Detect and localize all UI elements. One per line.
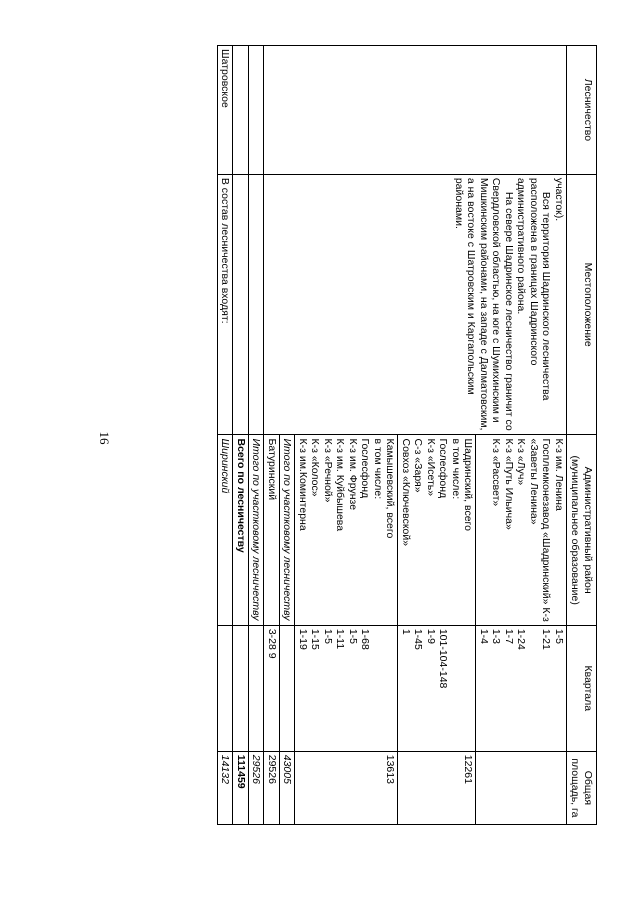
quarters-cell xyxy=(398,625,476,751)
quarter-item: 1 xyxy=(400,628,412,635)
location-paragraph: Вся территория Шадринского лесничества расположена в границах Шадринского административного района. xyxy=(515,177,553,401)
location-cell xyxy=(249,174,265,435)
location-cell: В состав лесничества входят: xyxy=(218,174,234,435)
district-item: К-з «Луч» xyxy=(515,438,528,486)
district-cell xyxy=(476,435,567,625)
quarter-item: 1-15 xyxy=(309,628,322,650)
district-item: К-з им.Коминтерна xyxy=(297,438,309,531)
subtotal-area: 43005 xyxy=(280,751,296,824)
quarter-item: 1-21 xyxy=(540,628,553,650)
district-item: К-з им. Ленина xyxy=(553,438,565,511)
district-item: Гослесфонд xyxy=(437,438,450,499)
district-item: К-з «Колос» xyxy=(309,438,322,497)
quarter-item: 1-5 xyxy=(553,628,565,645)
quarter-item xyxy=(450,629,463,748)
quarter-item: 1-24 xyxy=(515,628,528,650)
quarters-cell xyxy=(295,625,398,751)
quarter-item: 1-9 xyxy=(425,628,437,645)
quarters-cell xyxy=(476,625,567,751)
quarters-cell xyxy=(233,625,249,751)
location-paragraph: На севере Шадринское лесничество граничит со Свердловской областью, на юге с Шумихинским и Мишкинским районами, на западе с Далматовским, а на востоке с Шатровским и Каргапольским районами. xyxy=(453,177,515,431)
quarter-item: 1-45 xyxy=(412,628,425,650)
forestry-table xyxy=(217,45,597,825)
district-item: Шадринский, всего xyxy=(462,438,475,531)
area-cell: 29526 xyxy=(264,751,280,824)
location-line: участок). xyxy=(553,177,565,222)
quarter-item: 1-4 xyxy=(478,628,490,645)
quarter-item xyxy=(384,629,397,748)
subtotal-label: Итого по участковому лесничеству xyxy=(280,435,296,625)
quarter-item: 101-104-148 xyxy=(437,628,450,689)
district-item: «Заветы Ленина» xyxy=(528,438,540,525)
header-district: Административный район (муниципальное образование) xyxy=(567,435,597,625)
header-area: Общая площадь, га xyxy=(567,751,597,824)
quarter-item: 1-7 xyxy=(503,628,515,645)
table-row xyxy=(249,46,265,825)
district-cell: Батуринский xyxy=(264,435,280,625)
district-item: в том числе: xyxy=(450,438,462,500)
district-item: К-з «Речной» xyxy=(322,438,334,503)
quarter-item xyxy=(372,629,385,748)
header-forestry: Лесничество xyxy=(567,46,597,175)
quarters-cell xyxy=(218,625,234,751)
forestry-cell xyxy=(264,46,567,175)
quarters-cell xyxy=(249,625,265,751)
header-quarters: Квартала xyxy=(567,625,597,751)
forestry-cell xyxy=(249,46,265,175)
district-item: К-з «Путь Ильича» xyxy=(503,438,515,530)
district-cell xyxy=(295,435,398,625)
quarters-cell xyxy=(280,625,296,751)
quarters-cell: 3-28 9 xyxy=(264,625,280,751)
header-location: Местоположение xyxy=(567,174,597,435)
quarter-item xyxy=(462,629,475,748)
quarter-item: 1-5 xyxy=(322,628,334,645)
quarter-item: 1-68 xyxy=(359,628,372,650)
area-cell: 12261 xyxy=(398,751,476,824)
district-cell xyxy=(398,435,476,625)
subtotal-area: 29526 xyxy=(249,751,265,824)
total-area: 111459 xyxy=(233,751,249,824)
location-cell xyxy=(233,174,249,435)
quarter-item: 1-3 xyxy=(490,628,503,645)
area-cell: 14132 xyxy=(218,751,234,824)
total-label: Всего по лесничеству xyxy=(233,435,249,625)
location-cell xyxy=(264,174,567,435)
table-row xyxy=(233,46,249,825)
forestry-cell: Шатровское xyxy=(218,46,234,175)
table-row xyxy=(476,46,567,825)
district-item: К-з «Рассвет» xyxy=(490,438,503,507)
table-row xyxy=(218,46,234,825)
district-item: Совхоз «Ключевской» xyxy=(400,438,412,547)
forestry-cell xyxy=(233,46,249,175)
rotated-sheet xyxy=(107,45,640,818)
district-item: С-з «Заря» xyxy=(412,438,425,493)
district-item: Камышевский, всего xyxy=(384,438,397,539)
district-item: Госплемконезавод «Шадринский» К-з xyxy=(540,438,553,622)
quarter-item: 1-19 xyxy=(297,628,309,650)
page-number: 16 xyxy=(97,431,112,445)
district-item: в том числе: xyxy=(372,438,384,500)
forestry-table-wrapper xyxy=(107,45,597,825)
area-cell xyxy=(476,751,567,824)
district-item: К-з им. Куйбышева xyxy=(334,438,347,532)
district-cell: Ширинский xyxy=(218,435,234,625)
table-header-row xyxy=(567,46,597,825)
area-cell: 13613 xyxy=(295,751,398,824)
subtotal-label: Итого по участковому лесничеству xyxy=(249,435,265,625)
district-item: К-з им. Фрунзе xyxy=(347,438,359,511)
quarter-item xyxy=(528,629,541,748)
district-item: Гослесфонд xyxy=(359,438,372,499)
quarter-item: 1-5 xyxy=(347,628,359,645)
quarter-item: 1-11 xyxy=(334,628,347,650)
district-item: К-з «Исеть» xyxy=(425,438,437,497)
